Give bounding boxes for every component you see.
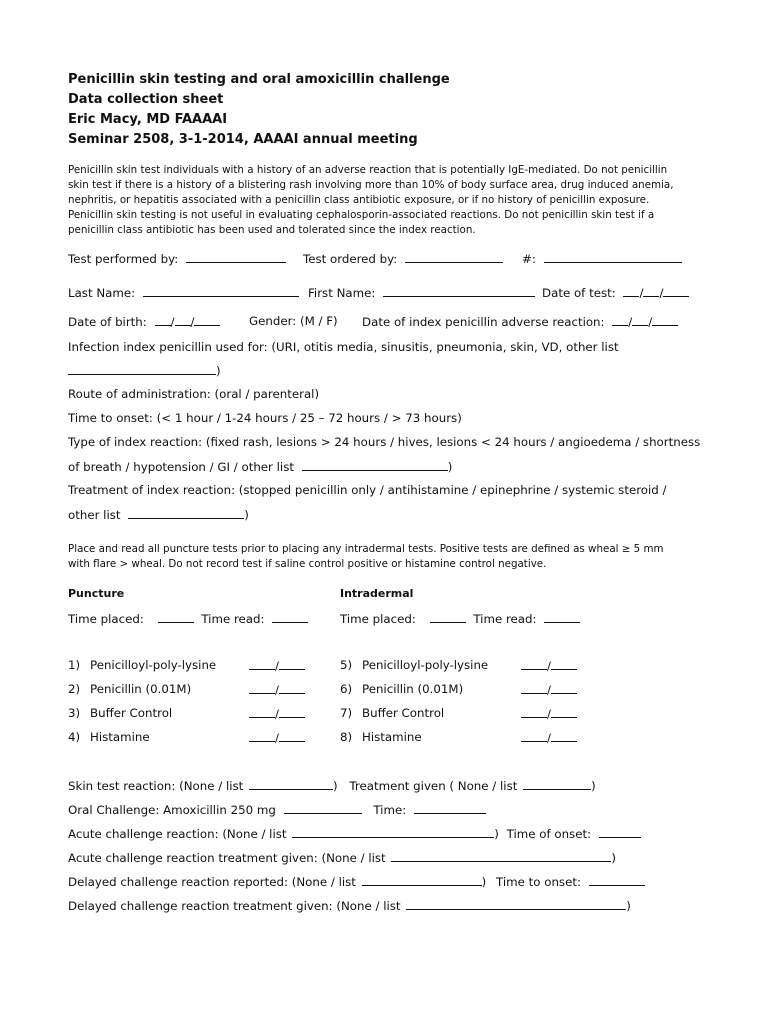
intradermal-result [521,681,577,698]
close-paren: ) [244,508,249,522]
slash: / [659,286,664,300]
time-to-onset-label: Time to onset: [496,875,581,889]
intradermal-item [340,657,488,673]
oral-challenge-row [68,801,486,818]
date-of-birth-row [68,313,220,330]
close-paren: ) [494,827,499,841]
treatment-given-field[interactable] [523,777,591,790]
intro-line: skin test if there is a history of a blistering rash involving more than 10% of body surface area, drug induced anemia, [68,179,674,191]
time-of-onset-field[interactable] [599,825,641,838]
item-label: Penicillin (0.01M) [90,682,192,696]
puncture-item [68,705,172,721]
slash: / [648,315,653,329]
title-line-1: Penicillin skin testing and oral amoxicillin challenge [68,72,450,87]
result-field[interactable] [551,657,577,670]
close-paren: ) [216,364,221,378]
date-of-test-year[interactable] [663,284,689,297]
title-line-4: Seminar 2508, 3-1-2014, AAAAI annual meeting [68,132,418,147]
acute-treatment-field[interactable] [391,849,611,862]
puncture-result [249,657,305,674]
intradermal-item [340,681,463,697]
treatment-given-label: Treatment given ( None / list [349,779,518,793]
route-row [68,386,319,402]
item-label: Histamine [362,730,422,744]
type-index-other-field[interactable] [302,458,448,471]
intro-paragraph [68,163,708,238]
delayed-treatment-row [68,897,631,914]
puncture-result [249,729,305,746]
delayed-treatment-field[interactable] [406,897,626,910]
result-field[interactable] [279,681,305,694]
puncture-item [68,729,150,745]
delayed-reported-label: Delayed challenge reaction reported: (None / list [68,875,356,889]
intradermal-item [340,705,444,721]
treatment-index-row-1 [68,482,667,498]
result-field[interactable] [551,729,577,742]
item-number: 4) [68,730,81,744]
result-field[interactable] [551,705,577,718]
item-number: 7) [340,706,353,720]
result-field[interactable] [279,729,305,742]
puncture-item [68,657,216,673]
intradermal-time-read-field[interactable] [544,610,580,623]
oral-time-field[interactable] [414,801,486,814]
time-onset-label[interactable]: Time to onset: (< 1 hour / 1-24 hours / 25 – 72 hours / > 73 hours) [68,411,462,425]
title-line-2: Data collection sheet [68,92,224,107]
skin-reaction-label: Skin test reaction: (None / list [68,779,244,793]
acute-reaction-field[interactable] [292,825,494,838]
item-number: 1) [68,658,81,672]
intro-line: nephritis, or hepatitis associated with a penicillin class antibiotic exposure, or if no history of penicillin exposure. [68,194,650,206]
infection-label: Infection index penicillin used for: (URI, otitis media, sinusitis, pneumonia, skin, VD, other list [68,340,619,354]
slash: / [275,659,279,673]
item-number: 6) [340,682,353,696]
last-name-label: Last Name: [68,286,136,300]
intro-line: Penicillin skin test individuals with a history of an adverse reaction that is potentially IgE-mediated. Do not penicillin [68,164,668,176]
skin-reaction-field[interactable] [249,777,333,790]
dob-year[interactable] [194,313,220,326]
intradermal-result [521,705,577,722]
close-paren: ) [611,851,617,865]
acute-reaction-row [68,825,641,842]
puncture-time-row [68,610,308,627]
result-field[interactable] [521,681,547,694]
index-date-month[interactable] [612,313,628,326]
item-label: Histamine [90,730,150,744]
slash: / [547,707,551,721]
puncture-time-placed-label: Time placed: [68,612,144,626]
item-number: 2) [68,682,81,696]
puncture-time-read-field[interactable] [272,610,308,623]
date-of-test-month[interactable] [623,284,639,297]
item-label: Buffer Control [362,706,445,720]
result-field[interactable] [249,729,275,742]
puncture-time-read-label: Time read: [201,612,265,626]
time-to-onset-field[interactable] [589,873,645,886]
time-onset-row [68,410,462,426]
infection-other-row [68,362,221,379]
intradermal-result [521,657,577,674]
date-of-test-label: Date of test: [542,286,616,300]
test-performed-field[interactable] [186,250,286,263]
result-field[interactable] [521,705,547,718]
delayed-reported-field[interactable] [362,873,482,886]
dob-month[interactable] [155,313,171,326]
acute-treatment-label: Acute challenge reaction treatment given: (None / list [68,851,386,865]
oral-challenge-label: Oral Challenge: Amoxicillin 250 mg [68,803,276,817]
index-date-label: Date of index penicillin adverse reaction: [362,315,605,329]
test-ordered-row [303,250,503,267]
date-of-birth-label: Date of birth: [68,315,147,329]
delayed-treatment-label: Delayed challenge reaction treatment given: (None / list [68,899,401,913]
puncture-item [68,681,191,697]
number-field[interactable] [544,250,682,263]
last-name-row [68,284,299,301]
slash: / [275,731,279,745]
intradermal-time-placed-field[interactable] [430,610,466,623]
result-field[interactable] [249,657,275,670]
slash: / [275,707,279,721]
slash: / [170,315,175,329]
puncture-result [249,681,305,698]
treatment-index-label[interactable]: Treatment of index reaction: (stopped penicillin only / antihistamine / epinephrine / systemic steroid / [68,483,667,497]
result-field[interactable] [521,729,547,742]
infection-row [68,339,619,355]
slash: / [547,659,551,673]
result-field[interactable] [249,705,275,718]
result-field[interactable] [249,681,275,694]
type-index-row-1 [68,434,700,450]
close-paren: ) [591,779,596,793]
skin-reaction-row [68,777,596,794]
last-name-field[interactable] [143,284,299,297]
intradermal-time-read-label: Time read: [473,612,537,626]
gender-row [249,313,338,329]
acute-treatment-row [68,849,616,866]
intradermal-item [340,729,422,745]
number-label: #: [522,252,536,266]
item-number: 5) [340,658,353,672]
test-ordered-field[interactable] [405,250,503,263]
document-title [68,70,450,150]
oral-time-label: Time: [373,803,407,817]
index-date-day[interactable] [632,313,648,326]
infection-other-field[interactable] [68,362,216,375]
delayed-reported-row [68,873,645,890]
intradermal-result [521,729,577,746]
acute-reaction-label: Acute challenge reaction: (None / list [68,827,287,841]
number-row [522,250,682,267]
slash: / [190,315,195,329]
slash: / [547,731,551,745]
test-ordered-label: Test ordered by: [303,252,398,266]
item-label: Penicilloyl-poly-lysine [90,658,217,672]
puncture-header: Puncture [68,587,125,600]
item-number: 3) [68,706,81,720]
date-of-test-day[interactable] [643,284,659,297]
slash: / [547,683,551,697]
item-number: 8) [340,730,353,744]
slash: / [639,286,644,300]
type-index-label-2: of breath / hypotension / GI / other list [68,460,294,474]
test-performed-label: Test performed by: [68,252,179,266]
type-index-row-2 [68,458,452,475]
close-paren: ) [333,779,338,793]
route-label[interactable]: Route of administration: (oral / parenteral) [68,387,320,401]
puncture-result [249,705,305,722]
result-field[interactable] [521,657,547,670]
instruction-line: Place and read all puncture tests prior to placing any intradermal tests. Positive tests are defined as wheal ≥ 5 mm [68,543,664,555]
date-of-test-row [542,284,689,301]
type-index-label[interactable]: Type of index reaction: (fixed rash, lesions > 24 hours / hives, lesions < 24 hours / angioedema / shortness [68,435,701,449]
result-field[interactable] [279,657,305,670]
oral-challenge-field[interactable] [284,801,362,814]
time-of-onset-label: Time of onset: [506,827,592,841]
close-paren: ) [447,460,453,474]
item-label: Penicillin (0.01M) [362,682,464,696]
index-date-year[interactable] [652,313,678,326]
close-paren: ) [626,899,631,913]
test-instructions [68,542,664,572]
instruction-line: with flare > wheal. Do not record test if saline control positive or histamine control negative. [68,558,547,570]
first-name-label: First Name: [308,286,376,300]
gender-label[interactable]: Gender: (M / F) [249,314,338,328]
intradermal-time-row [340,610,580,627]
treatment-index-other-field[interactable] [128,506,244,519]
slash: / [628,315,633,329]
item-label: Penicilloyl-poly-lysine [362,658,489,672]
intradermal-header: Intradermal [340,587,414,600]
intro-line: penicillin class antibiotic has been used and tolerated since the index reaction. [68,224,476,236]
treatment-index-label-2: other list [68,508,121,522]
index-date-row [362,313,678,330]
slash: / [275,683,279,697]
close-paren: ) [481,875,487,889]
result-field[interactable] [551,681,577,694]
test-performed-row [68,250,286,267]
intro-line: Penicillin skin testing is not useful in evaluating cephalosporin-associated reactions. Do not penicillin skin test if a [68,209,655,221]
first-name-field[interactable] [383,284,535,297]
first-name-row [308,284,535,301]
title-line-3: Eric Macy, MD FAAAAI [68,112,228,127]
treatment-index-row-2 [68,506,249,523]
item-label: Buffer Control [90,706,173,720]
result-field[interactable] [279,705,305,718]
intradermal-time-placed-label: Time placed: [340,612,416,626]
dob-day[interactable] [175,313,191,326]
puncture-time-placed-field[interactable] [158,610,194,623]
